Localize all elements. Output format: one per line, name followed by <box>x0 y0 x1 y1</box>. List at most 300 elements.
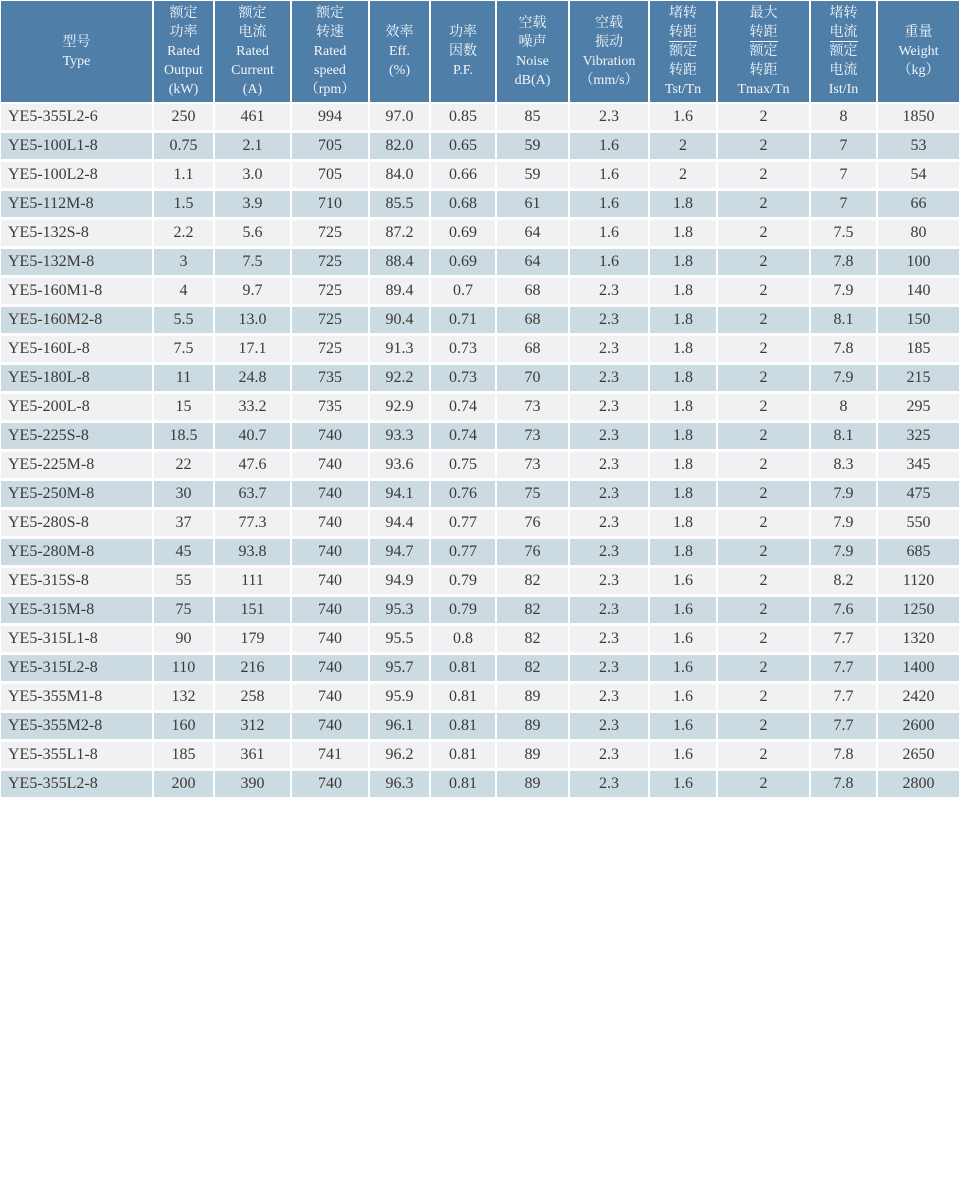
model-cell: YE5-200L-8 <box>1 393 153 422</box>
header-line <box>215 4 290 23</box>
value-cell: 1.6 <box>649 596 717 625</box>
header-text: dB(A) <box>514 72 551 88</box>
header-text: Rated <box>236 44 269 59</box>
header-text: 转距 <box>749 63 778 78</box>
value-cell: 1.6 <box>569 248 649 277</box>
value-cell: 97.0 <box>369 103 430 132</box>
value-cell: 0.77 <box>430 509 496 538</box>
value-cell: 0.71 <box>430 306 496 335</box>
header-line <box>811 80 876 99</box>
value-cell: 7.7 <box>810 712 877 741</box>
header-text: (kW) <box>168 82 199 97</box>
value-cell: 8.3 <box>810 451 877 480</box>
value-cell: 53 <box>877 132 959 161</box>
value-cell: 7.9 <box>810 509 877 538</box>
value-cell: 2.3 <box>569 364 649 393</box>
value-cell: 88.4 <box>369 248 430 277</box>
model-cell: YE5-280M-8 <box>1 538 153 567</box>
value-cell: 85.5 <box>369 190 430 219</box>
model-cell: YE5-112M-8 <box>1 190 153 219</box>
value-cell: 740 <box>291 625 369 654</box>
value-cell: 7.9 <box>810 364 877 393</box>
value-cell: 710 <box>291 190 369 219</box>
value-cell: 1.6 <box>649 625 717 654</box>
value-cell: 7.9 <box>810 480 877 509</box>
value-cell: 95.9 <box>369 683 430 712</box>
header-text: 重量 <box>904 25 933 40</box>
value-cell: 8.1 <box>810 422 877 451</box>
value-cell: 2 <box>717 248 810 277</box>
model-cell: YE5-100L1-8 <box>1 132 153 161</box>
value-cell: 0.73 <box>430 364 496 393</box>
value-cell: 73 <box>496 451 569 480</box>
header-text: 额定 <box>829 44 858 59</box>
value-cell: 0.73 <box>430 335 496 364</box>
table-row <box>1 741 959 770</box>
table-row <box>1 567 959 596</box>
value-cell: 1.6 <box>649 567 717 596</box>
header-text: 转距 <box>749 25 778 40</box>
value-cell: 85 <box>496 103 569 132</box>
value-cell: 0.65 <box>430 132 496 161</box>
header-line <box>718 80 809 99</box>
value-cell: 140 <box>877 277 959 306</box>
header-text: 堵转 <box>669 6 697 21</box>
value-cell: 735 <box>291 393 369 422</box>
value-cell: 94.1 <box>369 480 430 509</box>
value-cell: 0.74 <box>430 393 496 422</box>
value-cell: 0.85 <box>430 103 496 132</box>
model-cell: YE5-315M-8 <box>1 596 153 625</box>
header-text: （kg） <box>897 63 940 78</box>
table-row <box>1 538 959 567</box>
header-line <box>650 4 716 23</box>
header-text: P.F. <box>453 63 473 78</box>
header-line <box>650 61 716 80</box>
value-cell: 80 <box>877 219 959 248</box>
value-cell: 725 <box>291 219 369 248</box>
value-cell: 0.74 <box>430 422 496 451</box>
value-cell: 2.3 <box>569 567 649 596</box>
header-text: （rpm） <box>304 82 356 97</box>
value-cell: 1.8 <box>649 335 717 364</box>
table-row <box>1 219 959 248</box>
header-line <box>811 42 876 61</box>
header-text: 效率 <box>385 25 414 40</box>
header-text: Weight <box>898 44 939 59</box>
value-cell: 96.2 <box>369 741 430 770</box>
column-header-power-factor <box>430 1 496 103</box>
model-cell: YE5-160M2-8 <box>1 306 153 335</box>
value-cell: 0.8 <box>430 625 496 654</box>
value-cell: 132 <box>153 683 214 712</box>
value-cell: 2 <box>649 132 717 161</box>
value-cell: 7.8 <box>810 770 877 799</box>
model-cell: YE5-355M2-8 <box>1 712 153 741</box>
header-line <box>292 61 368 80</box>
table-row <box>1 422 959 451</box>
value-cell: 1.8 <box>649 480 717 509</box>
header-text: 功率 <box>169 25 198 40</box>
value-cell: 87.2 <box>369 219 430 248</box>
value-cell: 7.9 <box>810 277 877 306</box>
value-cell: 2 <box>717 335 810 364</box>
value-cell: 295 <box>877 393 959 422</box>
header-text: Rated <box>167 44 200 59</box>
value-cell: 77.3 <box>214 509 291 538</box>
value-cell: 8 <box>810 393 877 422</box>
value-cell: 2 <box>717 103 810 132</box>
value-cell: 2.3 <box>569 654 649 683</box>
header-text: Current <box>231 63 274 78</box>
model-cell: YE5-225M-8 <box>1 451 153 480</box>
value-cell: 94.4 <box>369 509 430 538</box>
column-header-type <box>1 1 153 103</box>
value-cell: 22 <box>153 451 214 480</box>
header-line <box>570 52 648 71</box>
value-cell: 994 <box>291 103 369 132</box>
table-row <box>1 306 959 335</box>
value-cell: 64 <box>496 219 569 248</box>
header-text: Type <box>62 53 91 69</box>
value-cell: 741 <box>291 741 369 770</box>
header-text: 额定 <box>749 44 778 59</box>
value-cell: 1400 <box>877 654 959 683</box>
spec-table <box>1 1 959 800</box>
value-cell: 5.5 <box>153 306 214 335</box>
value-cell: 1.6 <box>649 741 717 770</box>
value-cell: 1.6 <box>649 103 717 132</box>
value-cell: 1.6 <box>569 132 649 161</box>
table-row <box>1 509 959 538</box>
value-cell: 55 <box>153 567 214 596</box>
header-line <box>718 61 809 80</box>
header-line <box>570 71 648 90</box>
value-cell: 0.79 <box>430 567 496 596</box>
value-cell: 63.7 <box>214 480 291 509</box>
value-cell: 2.3 <box>569 103 649 132</box>
value-cell: 2.3 <box>569 625 649 654</box>
value-cell: 59 <box>496 161 569 190</box>
value-cell: 13.0 <box>214 306 291 335</box>
value-cell: 75 <box>153 596 214 625</box>
header-line <box>215 61 290 80</box>
value-cell: 5.6 <box>214 219 291 248</box>
value-cell: 2 <box>717 393 810 422</box>
value-cell: 111 <box>214 567 291 596</box>
table-row <box>1 683 959 712</box>
value-cell: 705 <box>291 132 369 161</box>
value-cell: 725 <box>291 306 369 335</box>
value-cell: 3.0 <box>214 161 291 190</box>
value-cell: 685 <box>877 538 959 567</box>
header-line <box>1 33 152 52</box>
value-cell: 7 <box>810 132 877 161</box>
table-body <box>1 103 959 799</box>
header-line <box>154 4 213 23</box>
header-line <box>292 4 368 23</box>
value-cell: 7.5 <box>214 248 291 277</box>
value-cell: 47.6 <box>214 451 291 480</box>
value-cell: 1.8 <box>649 509 717 538</box>
header-line <box>811 23 876 42</box>
header-text: Tst/Tn <box>664 82 702 97</box>
header-line <box>878 61 959 80</box>
value-cell: 59 <box>496 132 569 161</box>
value-cell: 96.3 <box>369 770 430 799</box>
value-cell: 740 <box>291 509 369 538</box>
header-line <box>497 52 568 71</box>
value-cell: 2420 <box>877 683 959 712</box>
value-cell: 45 <box>153 538 214 567</box>
header-line <box>154 80 213 99</box>
value-cell: 95.7 <box>369 654 430 683</box>
header-line <box>718 42 809 61</box>
value-cell: 0.69 <box>430 219 496 248</box>
value-cell: 185 <box>877 335 959 364</box>
table-row <box>1 712 959 741</box>
value-cell: 2.3 <box>569 509 649 538</box>
header-text: Tmax/Tn <box>737 82 790 97</box>
header-line <box>431 42 495 61</box>
value-cell: 7 <box>810 161 877 190</box>
value-cell: 2.3 <box>569 741 649 770</box>
value-cell: 7.9 <box>810 538 877 567</box>
header-line <box>878 23 959 42</box>
value-cell: 68 <box>496 306 569 335</box>
header-line <box>154 23 213 42</box>
header-text: 电流 <box>829 63 858 78</box>
table-row <box>1 654 959 683</box>
value-cell: 84.0 <box>369 161 430 190</box>
value-cell: 2 <box>717 625 810 654</box>
value-cell: 2 <box>717 654 810 683</box>
value-cell: 24.8 <box>214 364 291 393</box>
value-cell: 0.81 <box>430 741 496 770</box>
value-cell: 7.6 <box>810 596 877 625</box>
value-cell: 740 <box>291 712 369 741</box>
value-cell: 7.5 <box>810 219 877 248</box>
value-cell: 390 <box>214 770 291 799</box>
column-header-rated-current <box>214 1 291 103</box>
value-cell: 94.7 <box>369 538 430 567</box>
value-cell: 7.5 <box>153 335 214 364</box>
value-cell: 1.6 <box>569 161 649 190</box>
model-cell: YE5-180L-8 <box>1 364 153 393</box>
value-cell: 9.7 <box>214 277 291 306</box>
value-cell: 2 <box>717 741 810 770</box>
value-cell: 2.3 <box>569 538 649 567</box>
header-text: Noise <box>516 53 549 69</box>
header-line <box>878 42 959 61</box>
value-cell: 82 <box>496 567 569 596</box>
value-cell: 2 <box>649 161 717 190</box>
value-cell: 2 <box>717 132 810 161</box>
value-cell: 76 <box>496 509 569 538</box>
value-cell: 2 <box>717 306 810 335</box>
column-header-weight <box>877 1 959 103</box>
value-cell: 33.2 <box>214 393 291 422</box>
value-cell: 91.3 <box>369 335 430 364</box>
header-line <box>497 33 568 52</box>
table-row <box>1 770 959 799</box>
header-line <box>292 80 368 99</box>
header-line <box>718 4 809 23</box>
value-cell: 345 <box>877 451 959 480</box>
value-cell: 0.79 <box>430 596 496 625</box>
value-cell: 705 <box>291 161 369 190</box>
value-cell: 740 <box>291 451 369 480</box>
value-cell: 2 <box>717 277 810 306</box>
header-line <box>497 14 568 33</box>
header-line <box>154 42 213 61</box>
header-row <box>1 1 959 103</box>
value-cell: 1.6 <box>569 219 649 248</box>
header-text: 电流 <box>238 25 267 40</box>
value-cell: 1.8 <box>649 219 717 248</box>
header-text: 额定 <box>169 6 198 21</box>
value-cell: 1.6 <box>649 683 717 712</box>
value-cell: 1320 <box>877 625 959 654</box>
value-cell: 550 <box>877 509 959 538</box>
value-cell: 82 <box>496 654 569 683</box>
value-cell: 7 <box>810 190 877 219</box>
value-cell: 8.2 <box>810 567 877 596</box>
value-cell: 90 <box>153 625 214 654</box>
value-cell: 0.68 <box>430 190 496 219</box>
value-cell: 0.7 <box>430 277 496 306</box>
value-cell: 2 <box>717 451 810 480</box>
table-row <box>1 132 959 161</box>
value-cell: 1.8 <box>649 422 717 451</box>
header-line <box>431 23 495 42</box>
value-cell: 2 <box>717 422 810 451</box>
value-cell: 2 <box>717 161 810 190</box>
header-line <box>370 61 429 80</box>
value-cell: 2.3 <box>569 770 649 799</box>
column-header-tmax-tn <box>717 1 810 103</box>
value-cell: 2.3 <box>569 306 649 335</box>
value-cell: 82 <box>496 596 569 625</box>
header-text: 空载 <box>518 15 547 31</box>
value-cell: 90.4 <box>369 306 430 335</box>
table-row <box>1 393 959 422</box>
header-line <box>650 23 716 42</box>
value-cell: 1.8 <box>649 306 717 335</box>
header-line <box>292 42 368 61</box>
value-cell: 2 <box>717 509 810 538</box>
value-cell: 216 <box>214 654 291 683</box>
value-cell: 95.3 <box>369 596 430 625</box>
header-line <box>811 61 876 80</box>
value-cell: 89 <box>496 741 569 770</box>
value-cell: 1.8 <box>649 538 717 567</box>
value-cell: 160 <box>153 712 214 741</box>
value-cell: 1250 <box>877 596 959 625</box>
value-cell: 1.8 <box>649 277 717 306</box>
value-cell: 740 <box>291 654 369 683</box>
header-line <box>292 23 368 42</box>
value-cell: 64 <box>496 248 569 277</box>
model-cell: YE5-355M1-8 <box>1 683 153 712</box>
value-cell: 2.3 <box>569 683 649 712</box>
value-cell: 735 <box>291 364 369 393</box>
header-text: 额定 <box>669 44 697 59</box>
value-cell: 17.1 <box>214 335 291 364</box>
value-cell: 1.6 <box>649 770 717 799</box>
value-cell: 0.77 <box>430 538 496 567</box>
value-cell: 18.5 <box>153 422 214 451</box>
value-cell: 1.8 <box>649 364 717 393</box>
header-line <box>370 23 429 42</box>
value-cell: 1.5 <box>153 190 214 219</box>
value-cell: 0.75 <box>153 132 214 161</box>
value-cell: 725 <box>291 335 369 364</box>
value-cell: 3.9 <box>214 190 291 219</box>
column-header-vibration <box>569 1 649 103</box>
value-cell: 7.8 <box>810 248 877 277</box>
value-cell: 2 <box>717 712 810 741</box>
table-row <box>1 596 959 625</box>
header-text: speed <box>314 63 346 78</box>
page <box>0 1 960 1200</box>
column-header-rated-output <box>153 1 214 103</box>
model-cell: YE5-315L2-8 <box>1 654 153 683</box>
value-cell: 61 <box>496 190 569 219</box>
value-cell: 70 <box>496 364 569 393</box>
value-cell: 37 <box>153 509 214 538</box>
value-cell: 15 <box>153 393 214 422</box>
header-line <box>811 4 876 23</box>
value-cell: 2600 <box>877 712 959 741</box>
header-line <box>570 33 648 52</box>
value-cell: 2.3 <box>569 451 649 480</box>
value-cell: 725 <box>291 277 369 306</box>
header-text: 噪声 <box>518 34 547 50</box>
value-cell: 2 <box>717 683 810 712</box>
table-row <box>1 277 959 306</box>
value-cell: 2.3 <box>569 393 649 422</box>
value-cell: 110 <box>153 654 214 683</box>
value-cell: 2.2 <box>153 219 214 248</box>
value-cell: 740 <box>291 596 369 625</box>
model-cell: YE5-315S-8 <box>1 567 153 596</box>
value-cell: 2.3 <box>569 335 649 364</box>
column-header-rated-speed <box>291 1 369 103</box>
value-cell: 73 <box>496 393 569 422</box>
header-text: (A) <box>242 82 263 97</box>
value-cell: 93.3 <box>369 422 430 451</box>
value-cell: 30 <box>153 480 214 509</box>
value-cell: 95.5 <box>369 625 430 654</box>
value-cell: 7.7 <box>810 654 877 683</box>
value-cell: 82 <box>496 625 569 654</box>
header-text: 电流 <box>829 25 858 40</box>
value-cell: 361 <box>214 741 291 770</box>
value-cell: 740 <box>291 683 369 712</box>
value-cell: 740 <box>291 770 369 799</box>
table-row <box>1 625 959 654</box>
column-header-noise <box>496 1 569 103</box>
value-cell: 94.9 <box>369 567 430 596</box>
table-header <box>1 1 959 103</box>
column-header-ist-in <box>810 1 877 103</box>
model-cell: YE5-160L-8 <box>1 335 153 364</box>
column-header-efficiency <box>369 1 430 103</box>
value-cell: 1.6 <box>649 654 717 683</box>
header-line <box>215 42 290 61</box>
header-text: 振动 <box>595 34 623 50</box>
